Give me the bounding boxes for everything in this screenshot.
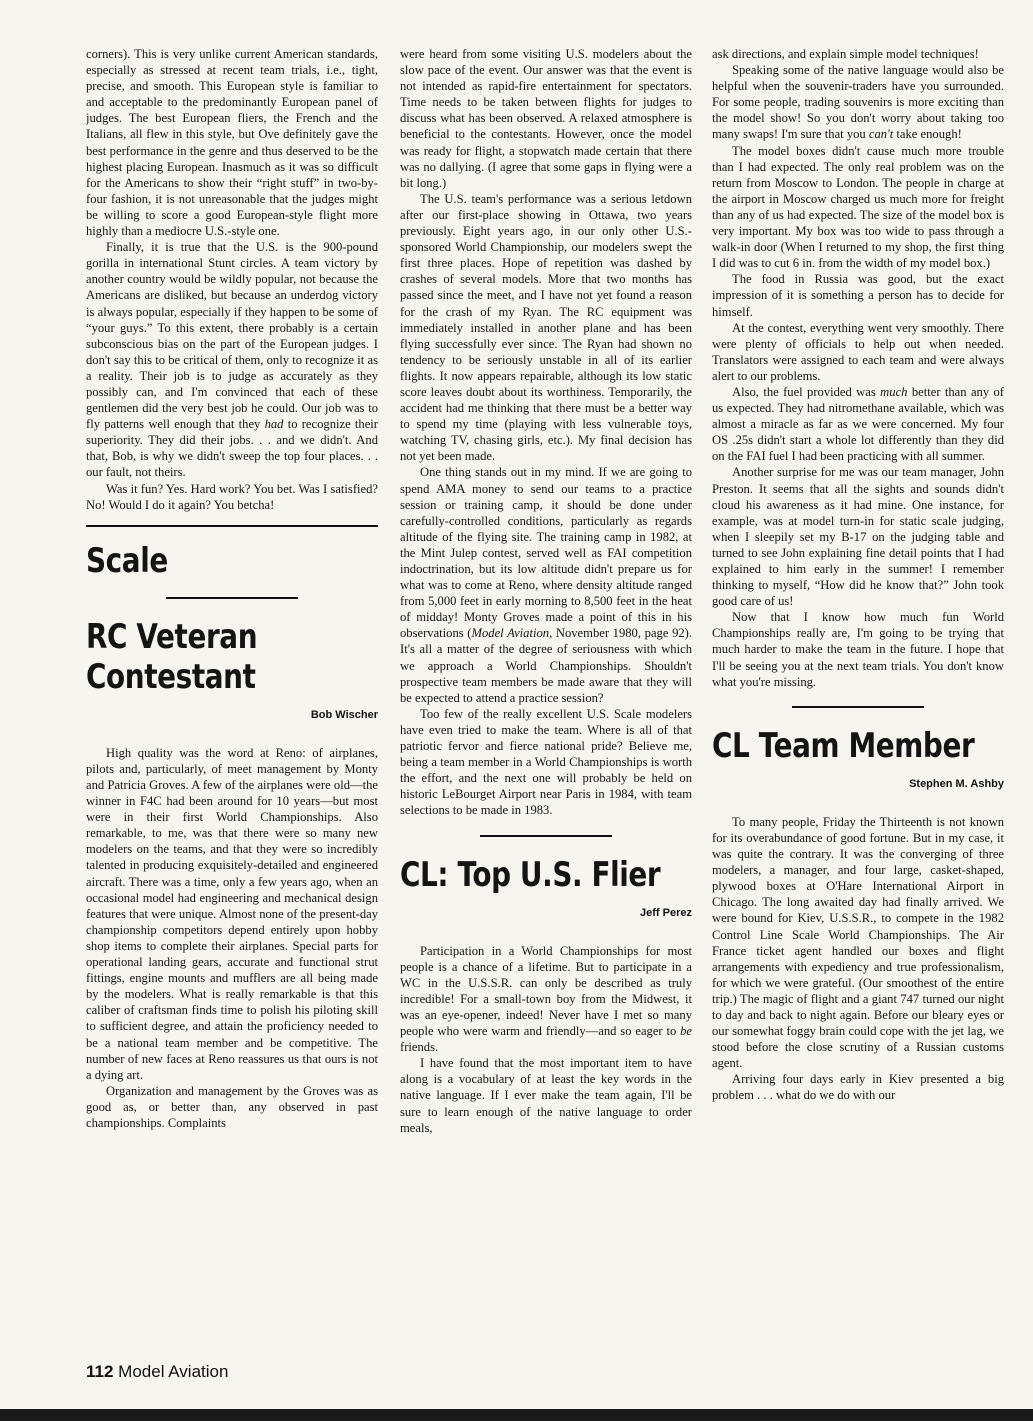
paragraph: The model boxes didn't cause much more trouble than I had expected. The only real problem was on the return from Moscow to London. The people in charge at the airport in Moscow charged us much more for freight than any of us had expected. The size of the model box is very important. My box was too wide to pass through a walk-in door (When I returned to my shop, the first thing I did was to cut 6 in. from the width of my model box.) <box>712 143 1004 271</box>
paragraph: The U.S. team's performance was a serious letdown after our first-place showing in Ottawa, two years previously. Eight years ago, in our only other U.S.-sponsored World Championship, our modelers swept the first three places. Hope of repetition was dashed by crashes of several models. More that two months has passed since the meet, and I have not yet found a reason for the crash of my Ryan. The RC equipment was immediately installed in another plane and has been flying successfully ever since. The Ryan had shown no tendency to be seriously unstable in all of its earlier flights. It now appears repairable, although its low static score leaves doubt about its worthiness. Temporarily, the accident had me thinking that there must be a better way to spend my time (playing with less vulnerable toys, watching TV, chasing girls, etc.). My final decision has not yet been made. <box>400 191 692 464</box>
magazine-name: Model Aviation <box>118 1362 229 1381</box>
paragraph: Too few of the really excellent U.S. Scale modelers have even tried to make the team. Where is all of that patriotic fervor and fierce national pride? Believe me, being a team member in a World Championships is worth the effort, and the next one will probably be held on historic LeBourget Airport near Paris in 1984, with team selections to be made in 1983. <box>400 706 692 818</box>
paragraph: corners). This is very unlike current American standards, especially as stressed at recent team trials, i.e., tight, precise, and smooth. This European style is familiar to and acceptable to the predominantly European panel of judges. The best European fliers, the French and the Italians, all flew in this style, but Ove definitely gave the best performance in the genre and thus deserved to be the highest placing European. Inasmuch as it was so difficult for the Americans to show their “right stuff” in two-by-four fashion, it is not unreasonable that the judges might be willing to score a good European-style flight more highly than a mediocre U.S.-style one. <box>86 47 378 239</box>
headline-divider <box>480 835 612 837</box>
byline: Bob Wischer <box>310 708 378 721</box>
article-headline-line-2: Contestant <box>86 656 256 697</box>
paragraph: The food in Russia was good, but the exact impression of it is something a person has to decide for himself. <box>712 272 1004 319</box>
article-headline-line-1: RC Veteran <box>86 616 258 657</box>
paragraph: At the contest, everything went very smoothly. There were plenty of officials to help out when needed. Translators were assigned to each team and were always alert to our problems. <box>712 320 1004 383</box>
article-headline: CL: Top U.S. Flier <box>400 854 661 895</box>
paragraph: Speaking some of the native language would also be helpful when the souvenir-traders have you surrounded. For some people, trading souvenirs is more exciting than the model show! So you don't worry about taking too many swaps! I'm sure that you can't take enough! <box>712 63 1004 142</box>
headline-divider <box>792 706 924 708</box>
section-divider <box>86 525 378 527</box>
paragraph: To many people, Friday the Thirteenth is not known for its overabundance of good fortune. But in my case, it was quite the contrary. It was the converging of three modelers, a manager, and four large, casket-shaped, plywood boxes at O'Hare International Airport in Chicago. The long awaited day had finally arrived. We were bound for Kiev, U.S.S.R., to compete in the 1982 Control Line Scale World Championships. The Air France ticket agent handled our boxes and flight arrangements with expediency and true professionalism, for which we were grateful. (Our smoothest of the entire trip.) The magic of flight and a giant 747 turned our night to day and back to night again. Before our bleary eyes or our somewhat foggy brain could cope with the jet lag, we stood before the close scrutiny of a Russian customs agent. <box>712 814 1004 1071</box>
page-footer <box>86 1362 228 1382</box>
column-3 <box>712 46 1004 1386</box>
paragraph: were heard from some visiting U.S. modelers about the slow pace of the event. Our answer was that the event is not intended as rapid-fire entertainment for spectators. Time needs to be taken between flights for judges to discuss what has been observed. A relaxed atmosphere is beneficial to the contestants. However, once the model was ready for flight, a stopwatch made certain that there was no dallying. (I agree that some gaps in flying were a bit long.) <box>400 47 692 190</box>
paragraph: Arriving four days early in Kiev presented a big problem . . . what do we do with our <box>712 1072 1004 1103</box>
paragraph: High quality was the word at Reno: of airplanes, pilots and, particularly, of meet management by Monty and Patricia Groves. A few of the airplanes were old—the winner in F4C had been around for 10 years—but most were in their first World Championships. Also remarkable, to me, was that there were so many new modelers on the teams, and that they were so incredibly talented in producing exquisitely-detailed and engineered aircraft. There was a time, only a few years ago, when an occasional model had engineering and mechanical design features that were unique. Almost none of the present-day championship competitors depend entirely upon hobby shop items to complete their airplanes. Special parts for operational landing gears, accurate and functional strut fittings, engine mounts and mufflers are all being made by the modelers. What is really remarkable is that this caliber of craftsman finds time to polish his piloting skill to sufficient degree, and attain the proficiency needed to be a national team member and be competitive. The number of new faces at Reno reassures us that ours is not a dying art. <box>86 745 378 1082</box>
column-2 <box>400 46 692 1386</box>
byline: Stephen M. Ashby <box>909 777 1004 790</box>
section-title: Scale <box>86 540 168 581</box>
paragraph: One thing stands out in my mind. If we are going to spend AMA money to send our teams to a practice session or training camp, it should be done under carefully-controlled conditions, particularly as regards altitude of the flying site. The training camp in 1982, at the Mint Julep contest, served well as FAI competition indoctrination, but its low altitude didn't prepare us for what was to come at Reno, where density altitude ranged from 5,000 feet in early morning to 8,500 feet in the heat of midday! Monty Groves made a point of this in his observations (Model Aviation, November 1980, page 92). It's all a matter of the degree of seriousness with which we approach a World Championships. Shouldn't prospective team members be made aware that they will be expected to attend a practice session? <box>400 465 692 705</box>
paragraph: Now that I know how much fun World Championships really are, I'm going to be trying that much harder to make the team in the future. I hope that I'll be seeing you at the next team trials. You don't know what you're missing. <box>712 610 1004 689</box>
paragraph: I have found that the most important item to have along is a vocabulary of at least the key words in the native language. If I ever make the team again, I'll be sure to learn enough of the native language to order meals, <box>400 1056 692 1135</box>
paragraph: Also, the fuel provided was much better than any of us expected. They had nitromethane available, which was almost a miracle as far as we were concerned. My four OS .25s didn't start a whole lot differently than they did on the FAI fuel I had been practicing with all summer. <box>712 384 1004 464</box>
paragraph: Another surprise for me was our team manager, John Preston. It seems that all the sights and sounds didn't cloud his awareness as it had mine. One instance, for example, was at model turn-in for static scale judging, when I sleepily set my B-17 on the judging table and turned to see John explaining fine detail points that I had explained to him early in the summer! I remember thinking to myself, “How did he know that?” John took good care of us! <box>712 465 1004 609</box>
paragraph: Was it fun? Yes. Hard work? You bet. Was I satisfied? No! Would I do it again? You betcha! <box>86 481 378 512</box>
column-1 <box>86 46 378 1386</box>
article-headline: CL Team Member <box>712 725 975 766</box>
paragraph: Participation in a World Championships for most people is a chance of a lifetime. But to participate in a WC in the U.S.S.R. can only be described as truly incredible! For a small-town boy from the Midwest, it was an eye-opener, indeed! Never have I met so many people who were warm and friendly—and so eager to be friends. <box>400 943 692 1055</box>
page-number: 112 <box>86 1362 114 1381</box>
paragraph: Finally, it is true that the U.S. is the 900-pound gorilla in international Stunt circles. A team victory by another country would be wildly popular, not because the Americans are disliked, but because an underdog victory is always popular, especially if they happen to be some of “your guys.” To this extent, there probably is a certain subconscious bias on the part of the European judges. I don't say this to be critical of them, only to recognize it as a reality. Their job is to judge as accurately as they possibly can, and I'm convinced that each of these gentlemen did the very best job he could. Our job was to fly patterns well enough that they had to recognize their superiority. They did their jobs. . . and we didn't. And that, Bob, is why we didn't sweep the top four places. . . our fault, not theirs. <box>86 240 378 480</box>
byline: Jeff Perez <box>640 906 692 919</box>
paragraph: Organization and management by the Groves was as good as, or better than, any observed in past championships. Complaints <box>86 1083 378 1130</box>
paragraph: ask directions, and explain simple model techniques! <box>712 47 979 61</box>
headline-divider <box>166 597 298 599</box>
page-edge <box>0 1409 1033 1421</box>
